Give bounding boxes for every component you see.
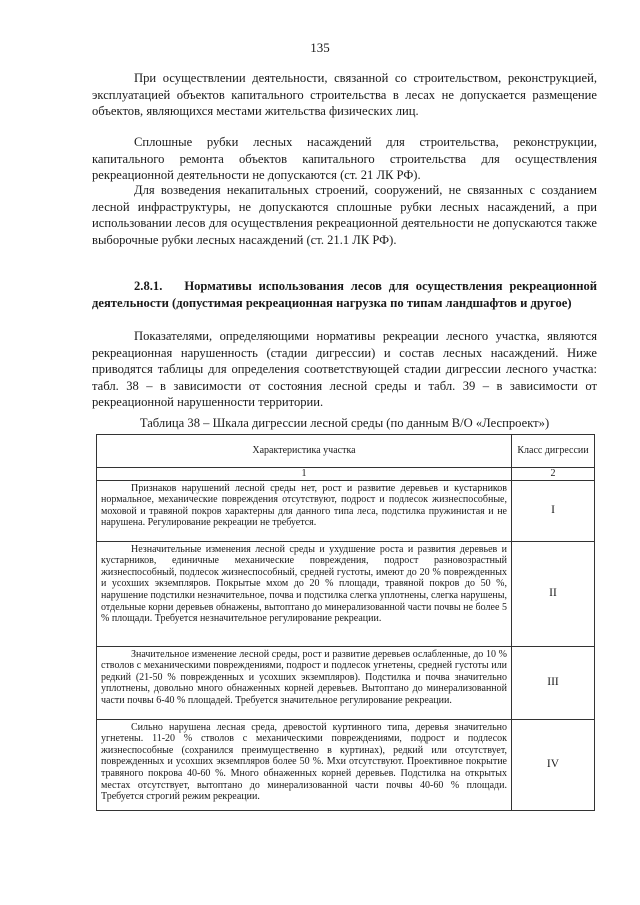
row-description: Незначительные изменения лесной среды и ухудшение роста и развития деревьев и кустарников, единичные механические повреждения, подрост разновозрастный жизнеспособный, подлесок жизнеспособный, средней густоты, имеют до 20 % поврежденных и усохших экземпляров. Покрытые мхом до 20 % площади, травяной покров до 50 %, нарушение подстилки незначительное, почва и подстилка слегка уплотнены, слегка нарушены, отдельные корни деревьев обнажены, вытоптано до минерализованной части почвы не более 5 % площади. Требуется незначительное регулирование рекреации. <box>97 541 512 646</box>
paragraph-clear-cutting: Сплошные рубки лесных насаждений для строительства, реконструкции, капитального ремонта объектов капитального строительства для осуществления рекреационной деятельности не допускаются (ст. 21 ЛК РФ). <box>92 135 597 182</box>
row-class: IV <box>512 719 595 810</box>
row-description: Признаков нарушений лесной среды нет, рост и развитие деревьев и кустарников нормальное, механические повреждения отсутствуют, подрост и подлесок жизнеспособные, моховой и травяной покров характерны для данного типа леса, подстилка пружинистая и не нарушена. Регулирование рекреации не требуется. <box>97 480 512 541</box>
header-class: Класс дигрессии <box>512 435 595 468</box>
row-description: Сильно нарушена лесная среда, древостой куртинного типа, деревья значительно угнетены. 11-20 % стволов с механическими повреждениями, подрост и подлесок жизнеспособные (сохранился преимущественно в куртинах), редкий или отсутствует, поврежденных и усохших экземпляров более 50 %. Мхи отсутствуют. Проективное покрытие травяного покрова 40-60 %. Много обнаженных корней деревьев. Подстилка на открытых местах отсутствует, вытоптано до минерализованной части почвы 40-60 % площади. Требуется строгий режим рекреации. <box>97 719 512 810</box>
table-row <box>97 719 595 810</box>
paragraph-construction: При осуществлении деятельности, связанной со строительством, реконструкцией, эксплуатацией объектов капитального строительства в лесах не допускается размещение объектов, являющихся местами жительства физических лиц. <box>92 71 597 118</box>
row-class: I <box>512 480 595 541</box>
header-characteristic: Характеристика участка <box>97 435 512 468</box>
section-number: 2.8.1. <box>134 279 163 293</box>
row-description: Значительное изменение лесной среды, рост и развитие деревьев ослабленные, до 10 % стволов с механическими повреждениями, подрост и подлесок угнетены, средней густоты или редкий (21-50 % поврежденных и усохших экземпляров). Подстилка и почва значительно уплотнены, довольно много обнаженных корней деревьев. Вытоптано до минерализованной части почвы 6-40 % площадей. Требуется значительное регулирование рекреации. <box>97 646 512 719</box>
paragraph-non-capital: Для возведения некапитальных строений, сооружений, не связанных с созданием лесной инфраструктуры, не допускаются сплошные рубки лесных насаждений, а при использовании лесов для осуществления рекреационной деятельности не допускаются также выборочные рубки лесных насаждений (ст. 21.1 ЛК РФ). <box>92 183 597 247</box>
paragraph-recreation-indicators: Показателями, определяющими нормативы рекреации лесного участка, являются рекреационная нарушенность (стадии дигрессии) и состав лесных насаждений. Ниже приводятся таблицы для определения соответствующей стадии дигрессии лесного участка: табл. 38 – в зависимости от состояния лесной среды и табл. 39 – в зависимости от рекреационной нарушенности территории. <box>92 329 597 409</box>
row-class: II <box>512 541 595 646</box>
column-number-1: 1 <box>97 468 512 481</box>
row-class: III <box>512 646 595 719</box>
table-row <box>97 480 595 541</box>
page-number: 135 <box>310 40 330 55</box>
section-heading <box>92 278 597 311</box>
column-number-2: 2 <box>512 468 595 481</box>
table-caption: Таблица 38 – Шкала дигрессии лесной среды (по данным В/О «Леспроект») <box>139 416 550 430</box>
digression-table <box>96 434 595 811</box>
table-row <box>97 646 595 719</box>
table-row <box>97 541 595 646</box>
section-title: Нормативы использования лесов для осуществления рекреационной деятельности (допустимая рекреационная нагрузка по типам ландшафтов и другое) <box>92 279 597 310</box>
